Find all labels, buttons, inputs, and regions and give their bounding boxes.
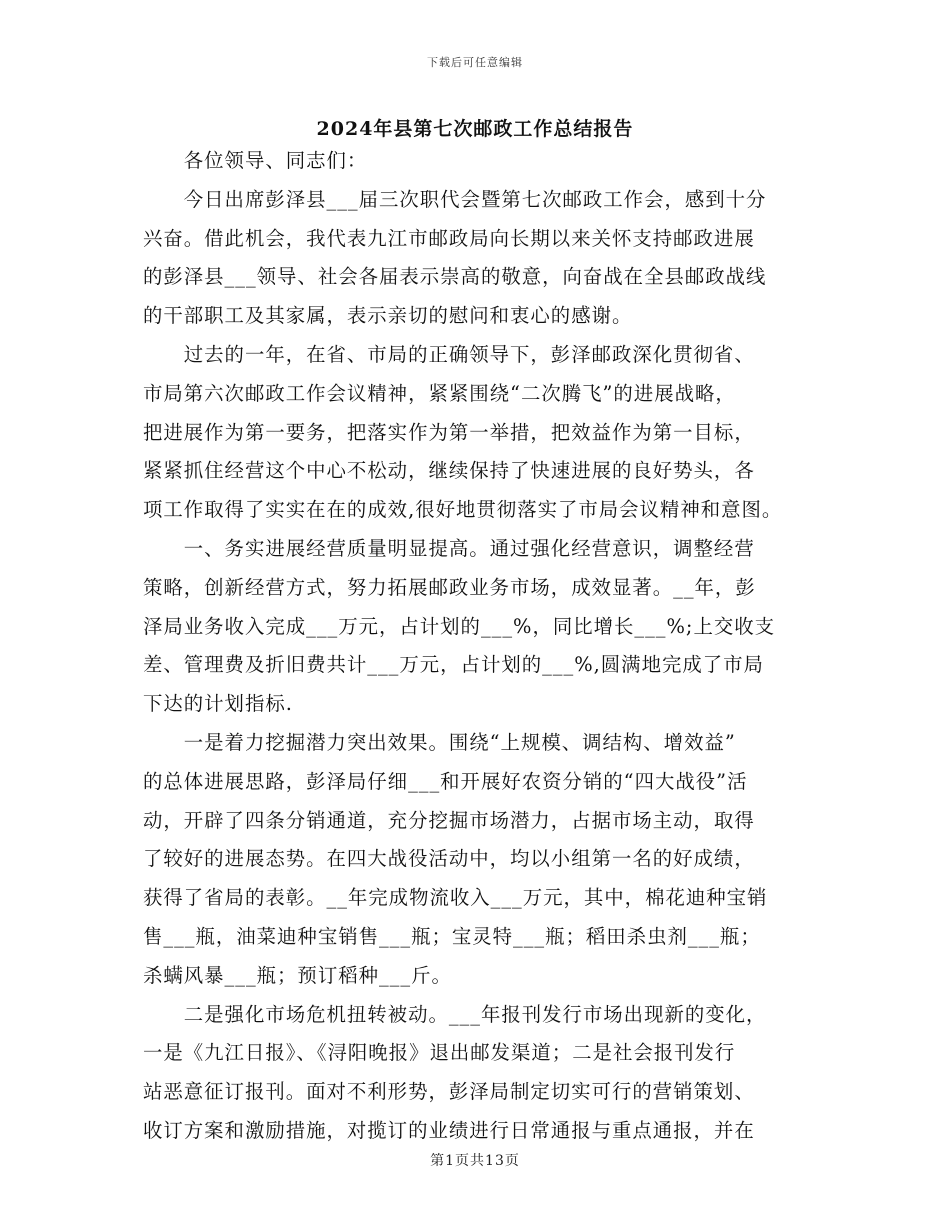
body-line: 各位领导、同志们： bbox=[143, 149, 368, 172]
body-line: 的干部职工及其家属，表示亲切的慰问和衷心的感谢。 bbox=[143, 304, 633, 328]
body-line: 项工作取得了实实在在的成效,很好地贯彻落实了市局会议精神和意图。 bbox=[143, 498, 783, 522]
body-line: 获得了省局的表彰。__年完成物流收入___万元，其中，棉花迪种宝销 bbox=[143, 886, 768, 910]
header-note: 下载后可任意编辑 bbox=[427, 56, 523, 69]
body-line: 了较好的进展态势。在四大战役活动中，均以小组第一名的好成绩， bbox=[143, 847, 755, 871]
body-line: 的总体进展思路，彭泽局仔细___和开展好农资分销的“四大战役”活 bbox=[143, 769, 748, 793]
body-line: 兴奋。借此机会，我代表九江市邮政局向长期以来关怀支持邮政进展 bbox=[143, 226, 755, 250]
body-line: 售___瓶，油菜迪种宝销售___瓶；宝灵特___瓶；稻田杀虫剂___瓶； bbox=[143, 924, 761, 948]
body-line: 杀螨风暴___瓶；预订稻种___斤。 bbox=[143, 963, 452, 987]
body-line: 动，开辟了四条分销通道，充分挖掘市场潜力，占据市场主动，取得 bbox=[143, 808, 755, 832]
body-line: 今日出席彭泽县___届三次职代会暨第七次邮政工作会，感到十分 bbox=[143, 187, 767, 211]
body-line: 紧紧抓住经营这个中心不松动，继续保持了快速进展的良好势头，各 bbox=[143, 459, 755, 483]
body-line: 下达的计划指标. bbox=[143, 692, 293, 716]
document-title: 2024年县第七次邮政工作总结报告 bbox=[316, 118, 634, 140]
body-line: 市局第六次邮政工作会议精神，紧紧围绕“二次腾飞”的进展战略， bbox=[143, 381, 736, 405]
body-line: 一是着力挖掘潜力突出效果。围绕“上规模、调结构、增效益” bbox=[143, 730, 736, 754]
body-line: 过去的一年，在省、市局的正确领导下，彭泽邮政深化贯彻省、 bbox=[143, 342, 755, 366]
body-line: 收订方案和激励措施，对揽订的业绩进行日常通报与重点通报，并在 bbox=[143, 1118, 755, 1142]
body-line: 策略，创新经营方式，努力拓展邮政业务市场，成效显著。__年，彭 bbox=[143, 575, 756, 599]
body-line: 差、管理费及折旧费共计___万元，占计划的___%,圆满地完成了市局 bbox=[143, 653, 764, 677]
body-line: 的彭泽县___领导、社会各届表示崇高的敬意，向奋战在全县邮政战线 bbox=[143, 265, 767, 289]
body-line: 一是《九江日报》、《浔阳晚报》退出邮发渠道；二是社会报刊发行 bbox=[143, 1041, 736, 1065]
document-body bbox=[143, 142, 805, 1151]
body-line: 把进展作为第一要务，把落实作为第一举措，把效益作为第一目标， bbox=[143, 420, 755, 444]
body-line: 泽局业务收入完成___万元，占计划的___%，同比增长___%;上交收支 bbox=[143, 614, 776, 638]
body-line: 站恶意征订报刊。面对不利形势，彭泽局制定切实可行的营销策划、 bbox=[143, 1080, 755, 1104]
page-footer: 第1页共13页 bbox=[430, 1153, 520, 1169]
body-line: 一、务实进展经营质量明显提高。通过强化经营意识，调整经营 bbox=[143, 536, 755, 560]
body-line: 二是强化市场危机扭转被动。___年报刊发行市场出现新的变化， bbox=[143, 1002, 767, 1026]
